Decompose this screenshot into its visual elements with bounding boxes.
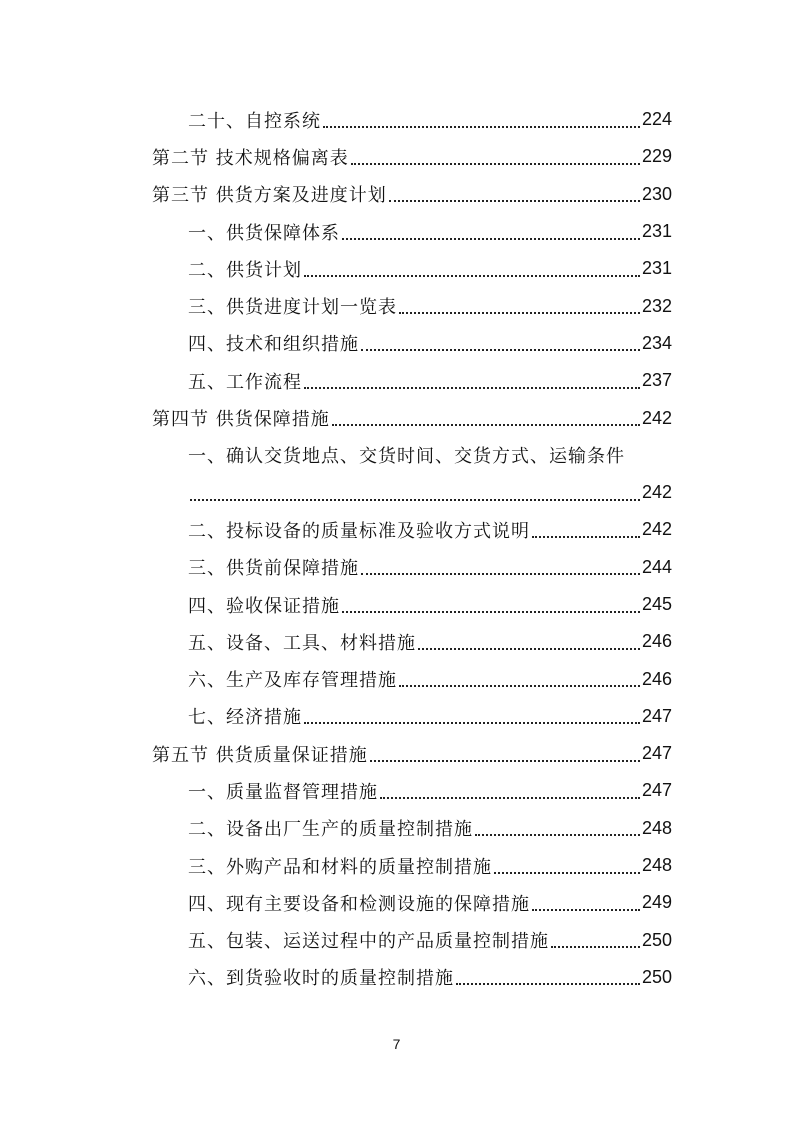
toc-entry[interactable]	[152, 922, 672, 959]
toc-label: 三、外购产品和材料的质量控制措施	[188, 856, 492, 878]
leader-dots	[389, 182, 640, 202]
toc-entry[interactable]	[152, 660, 672, 697]
leader-dots	[380, 779, 640, 799]
toc-label: 五、设备、工具、材料措施	[188, 632, 416, 654]
leader-dots	[304, 369, 640, 389]
leader-dots	[494, 854, 640, 874]
toc-page: 246	[641, 668, 672, 689]
toc-label: 一、质量监督管理措施	[188, 781, 378, 803]
toc-page: 244	[641, 556, 672, 577]
toc-page: 230	[641, 183, 672, 204]
toc-entry[interactable]	[152, 325, 672, 362]
toc-entry[interactable]	[152, 213, 672, 250]
toc-label: 三、供货前保障措施	[188, 558, 359, 580]
toc-entry[interactable]	[152, 549, 672, 586]
toc-label: 二十、自控系统	[188, 110, 321, 132]
toc-label: 四、验收保证措施	[188, 595, 340, 617]
toc-label: 一、确认交货地点、交货时间、交货方式、运输条件	[188, 446, 625, 468]
toc-page: 229	[641, 146, 672, 167]
toc-entry[interactable]	[152, 250, 672, 287]
leader-dots	[342, 220, 640, 240]
toc-page: 231	[641, 258, 672, 279]
toc-entry[interactable]	[152, 698, 672, 735]
toc-label: 第五节 供货质量保证措施	[152, 744, 368, 766]
toc-label: 二、供货计划	[188, 259, 302, 281]
leader-dots	[399, 294, 640, 314]
leader-dots	[456, 965, 640, 985]
leader-dots	[475, 816, 640, 836]
toc-page: 245	[641, 594, 672, 614]
toc-entry[interactable]	[152, 399, 672, 436]
leader-dots	[332, 406, 640, 426]
toc-page: 247	[641, 743, 672, 764]
leader-dots	[304, 257, 640, 277]
toc-page: 248	[641, 817, 672, 838]
toc-entry[interactable]	[152, 287, 672, 324]
leader-dots	[342, 593, 640, 613]
toc-entry[interactable]	[152, 362, 672, 399]
toc-entry[interactable]	[152, 847, 672, 884]
toc-page: 232	[641, 295, 672, 316]
toc-label: 四、技术和组织措施	[188, 334, 359, 356]
leader-dots	[351, 145, 640, 165]
toc-page: 224	[641, 109, 672, 130]
toc-entry[interactable]	[152, 959, 672, 996]
toc-page: 247	[641, 705, 672, 726]
leader-dots	[304, 704, 640, 724]
toc-label: 二、设备出厂生产的质量控制措施	[188, 819, 473, 841]
leader-dots	[532, 518, 640, 538]
toc-page: 250	[641, 929, 672, 950]
toc-page: 242	[641, 519, 672, 540]
toc-entry[interactable]	[152, 884, 672, 921]
toc-entry-wrapped-line1[interactable]	[152, 437, 672, 474]
leader-dots	[361, 555, 640, 575]
toc-entry[interactable]	[152, 511, 672, 548]
toc-page: 242	[641, 482, 672, 503]
leader-dots	[323, 108, 640, 128]
page-number: 7	[392, 1036, 401, 1052]
toc-label: 七、经济措施	[188, 707, 302, 729]
toc-label: 五、工作流程	[188, 371, 302, 393]
toc-label: 第四节 供货保障措施	[152, 409, 330, 431]
toc-label: 二、投标设备的质量标准及验收方式说明	[188, 520, 530, 542]
toc-entry-wrapped-line2[interactable]	[152, 474, 672, 511]
toc-page: 234	[641, 332, 672, 353]
toc-page: 246	[641, 631, 672, 652]
toc-entry[interactable]	[152, 138, 672, 175]
toc-label: 第三节 供货方案及进度计划	[152, 185, 387, 207]
toc-label: 第二节 技术规格偏离表	[152, 147, 349, 169]
leader-dots	[361, 331, 640, 351]
toc-label: 六、到货验收时的质量控制措施	[188, 968, 454, 990]
toc-label: 六、生产及库存管理措施	[188, 670, 397, 692]
leader-dots	[551, 928, 640, 948]
toc-page: 250	[641, 966, 672, 987]
toc-page: 237	[641, 370, 672, 391]
leader-dots	[370, 742, 640, 762]
toc-entry[interactable]	[152, 772, 672, 809]
toc-page: 248	[641, 855, 672, 876]
toc-label: 四、现有主要设备和检测设施的保障措施	[188, 893, 530, 915]
toc-entry[interactable]	[152, 176, 672, 213]
toc-page: 231	[641, 221, 672, 242]
toc-page: 249	[641, 892, 672, 913]
leader-dots	[532, 891, 640, 911]
toc-entry[interactable]	[152, 735, 672, 772]
leader-dots	[190, 481, 640, 501]
toc-page: 242	[641, 407, 672, 428]
leader-dots	[418, 630, 640, 650]
table-of-contents	[152, 101, 672, 996]
toc-entry[interactable]	[152, 586, 672, 623]
toc-entry[interactable]	[152, 623, 672, 660]
toc-entry[interactable]	[152, 810, 672, 847]
toc-page: 247	[641, 780, 672, 801]
toc-label: 五、包装、运送过程中的产品质量控制措施	[188, 931, 549, 953]
leader-dots	[399, 667, 640, 687]
toc-label: 一、供货保障体系	[188, 222, 340, 244]
toc-label: 三、供货进度计划一览表	[188, 297, 397, 319]
toc-entry[interactable]	[152, 101, 672, 138]
